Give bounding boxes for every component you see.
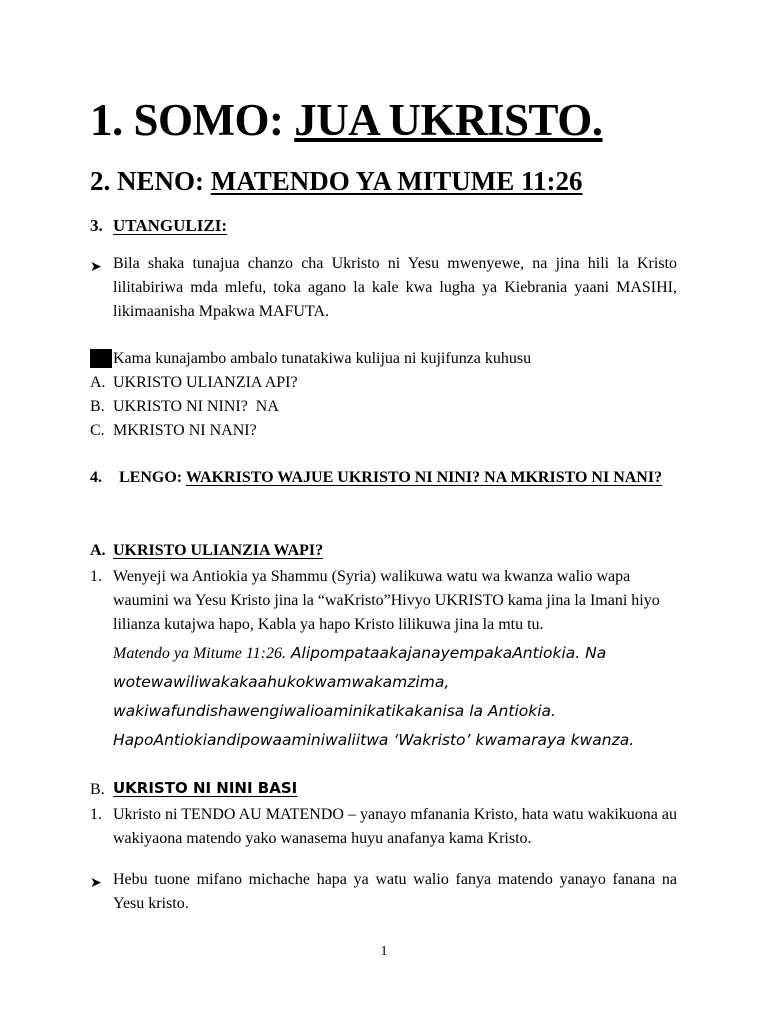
- objective-number: 4.: [90, 469, 102, 486]
- scripture-quote-line: AlipompataakajanayempakaAntiokia. Na: [286, 644, 607, 662]
- scripture-heading-number: 2. NENO:: [90, 166, 211, 196]
- section-b-marker: B.: [90, 781, 105, 798]
- section-a-heading: UKRISTO ULIANZIA WAPI?: [113, 542, 324, 559]
- section-a-item-text: Wenyeji wa Antiokia ya Shammu (Syria) walikuwa watu wa kwanza walio wapa waumini wa Yesu Kristo jina la “waKristo”Hivyo UKRISTO kama jina la Imani hiyo lilianza kutajwa hapo, Kabla ya hapo Kristo lilikuwa jina la mtu tu.: [113, 568, 660, 633]
- arrow-bullet-icon: ➤: [90, 875, 102, 891]
- section-b-item-text: Ukristo ni TENDO AU MATENDO – yanayo mfanania Kristo, hata watu wakikuona au wakiyaona matendo yako wanasema huyu anafanya kama Kristo.: [113, 806, 677, 847]
- page-number: 1: [380, 944, 388, 959]
- introduction-heading-number: 3.: [90, 216, 103, 235]
- questions-intro: Kama kunajambo ambalo tunatakiwa kulijua ni kujifunza kuhusu: [113, 350, 532, 367]
- scripture-quote-reference: Matendo ya Mitume 11:26.: [113, 645, 286, 662]
- scripture-quote-line: wotewawiliwakakaahukokwamwakamzima,: [113, 673, 450, 691]
- introduction-heading-text: UTANGULIZI:: [113, 216, 227, 235]
- section-b-item-number: 1.: [90, 806, 102, 823]
- introduction-heading: [90, 216, 227, 236]
- lesson-title-text: JUA UKRISTO.: [294, 95, 603, 145]
- question-item: MKRISTO NI NANI?: [113, 422, 257, 439]
- section-b-heading: UKRISTO NI NINI BASI: [113, 779, 298, 797]
- lesson-title-number: 1. SOMO:: [90, 95, 295, 145]
- scripture-reference: MATENDO YA MITUME 11:26: [210, 166, 583, 196]
- question-item: UKRISTO ULIANZIA API?: [113, 374, 298, 391]
- question-item: UKRISTO NI NINI? NA: [113, 398, 279, 415]
- scripture-quote: [113, 639, 713, 755]
- introduction-paragraph: Bila shaka tunajua chanzo cha Ukristo ni Yesu mwenyewe, na jina hili la Kristo lilitabiriwa mda mlefu, toka agano la kale kwa lugha ya Kiebrania yaani MASIHI, likimaanisha Mpakwa MAFUTA.: [113, 255, 677, 320]
- scripture-heading: [90, 166, 583, 197]
- section-a-marker: A.: [90, 542, 106, 559]
- redaction-block: [90, 349, 112, 368]
- objective-label: LENGO:: [119, 469, 186, 486]
- arrow-bullet-icon: ➤: [90, 259, 102, 275]
- objective-text: WAKRISTO WAJUE UKRISTO NI NINI? NA MKRISTO NI NANI?: [185, 469, 663, 486]
- section-b-bullet-text: Hebu tuone mifano michache hapa ya watu walio fanya matendo yanayo fanana na Yesu kristo.: [113, 871, 677, 912]
- objective-paragraph: [113, 466, 677, 490]
- scripture-quote-line: wakiwafundishawengiwalioaminikatikakanisa la Antiokia.: [113, 702, 556, 720]
- question-marker: C.: [90, 422, 105, 439]
- question-marker: A.: [90, 374, 106, 391]
- section-a-item-number: 1.: [90, 568, 102, 585]
- scripture-quote-line: HapoAntiokiandipowaaminiwaliitwa ‘Wakristo’ kwamaraya kwanza.: [113, 731, 635, 749]
- lesson-title: [90, 94, 603, 146]
- question-marker: B.: [90, 398, 105, 415]
